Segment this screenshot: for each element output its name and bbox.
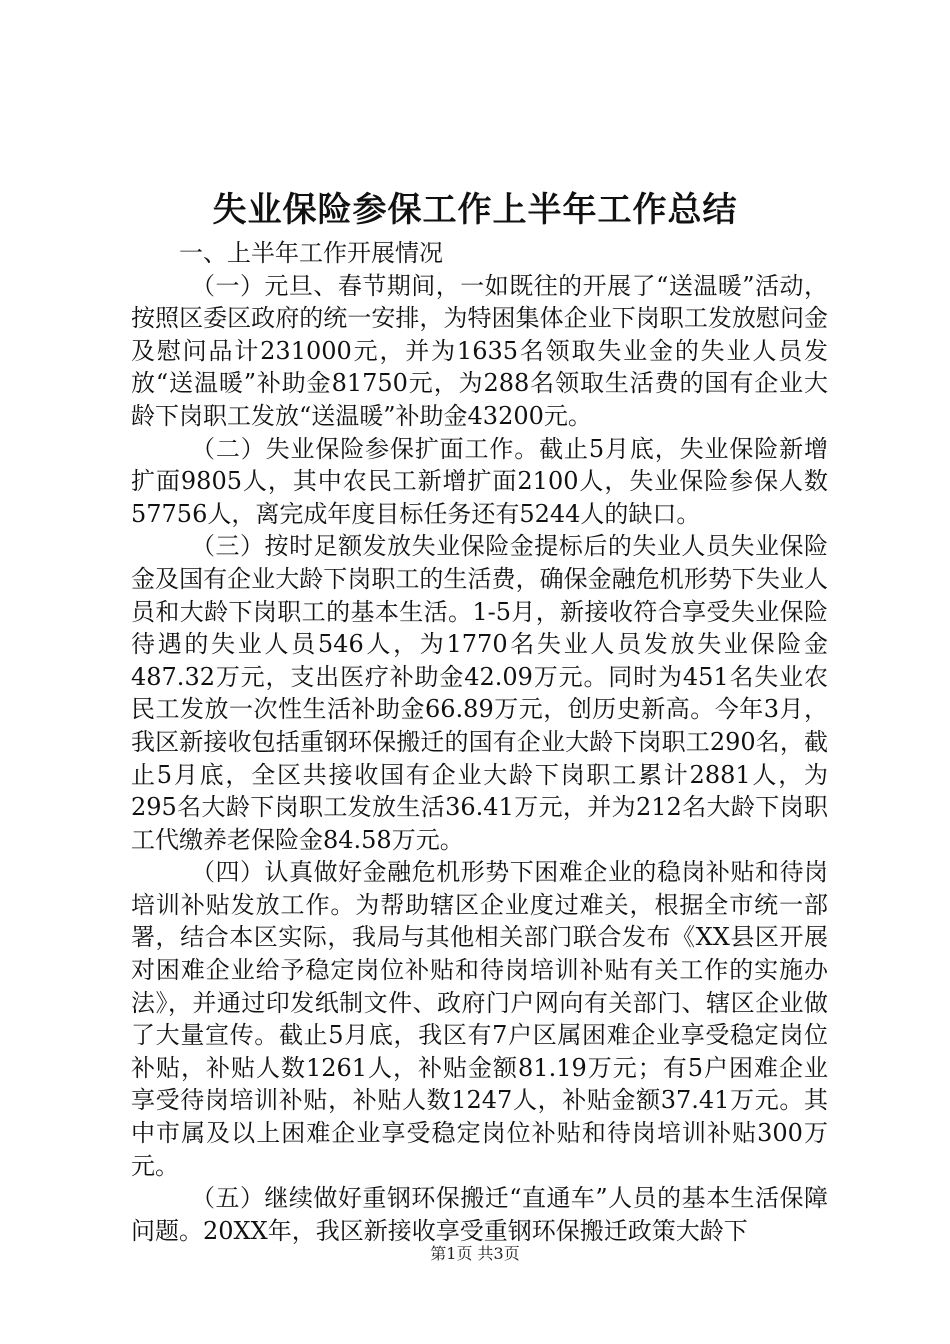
page-number-footer: 第1页 共3页: [430, 1244, 520, 1263]
paragraph-4: （四）认真做好金融危机形势下困难企业的稳岗补贴和待岗培训补贴发放工作。为帮助辖区企业度过难关，根据全市统一部署，结合本区实际，我局与其他相关部门联合发布《XX县区开展对困难企业给予稳定岗位补贴和待岗培训补贴有关工作的实施办法》，并通过印发纸制文件、政府门户网向有关部门、辖区企业做了大量宣传。截止5月底，我区有7户区属困难企业享受稳定岗位补贴，补贴人数1261人，补贴金额81.19万元；有5户困难企业享受待岗培训补贴，补贴人数1247人，补贴金额37.41万元。其中市属及以上困难企业享受稳定岗位补贴和待岗培训补贴300万元。: [131, 858, 828, 1180]
document-title: 失业保险参保工作上半年工作总结: [212, 190, 738, 230]
section-heading: 一、上半年工作开展情况: [179, 239, 443, 267]
paragraph-3: （三）按时足额发放失业保险金提标后的失业人员失业保险金及国有企业大龄下岗职工的生活费，确保金融危机形势下失业人员和大龄下岗职工的基本生活。1-5月，新接收符合享受失业保险待遇的失业人员546人，为1770名失业人员发放失业保险金487.32万元，支出医疗补助金42.09万元。同时为451名失业农民工发放一次性生活补助金66.89万元，创历史新高。今年3月，我区新接收包括重钢环保搬迁的国有企业大龄下岗职工290名，截止5月底，全区共接收国有企业大龄下岗职工累计2881人，为295名大龄下岗职工发放生活36.41万元，并为212名大龄下岗职工代缴养老保险金84.58万元。: [131, 532, 828, 854]
paragraph-1: （一）元旦、春节期间，一如既往的开展了“送温暖”活动，按照区委区政府的统一安排，为特困集体企业下岗职工发放慰问金及慰问品计231000元，并为1635名领取失业金的失业人员发放“送温暖”补助金81750元，为288名领取生活费的国有企业大龄下岗职工发放“送温暖”补助金43200元。: [131, 271, 828, 430]
paragraph-5: （五）继续做好重钢环保搬迁“直通车”人员的基本生活保障问题。20XX年，我区新接收享受重钢环保搬迁政策大龄下: [131, 1184, 828, 1245]
document-body: [131, 237, 828, 1247]
paragraph-2: （二）失业保险参保扩面工作。截止5月底，失业保险新增扩面9805人，其中农民工新增扩面2100人，失业保险参保人数57756人，离完成年度目标任务还有5244人的缺口。: [131, 434, 828, 528]
